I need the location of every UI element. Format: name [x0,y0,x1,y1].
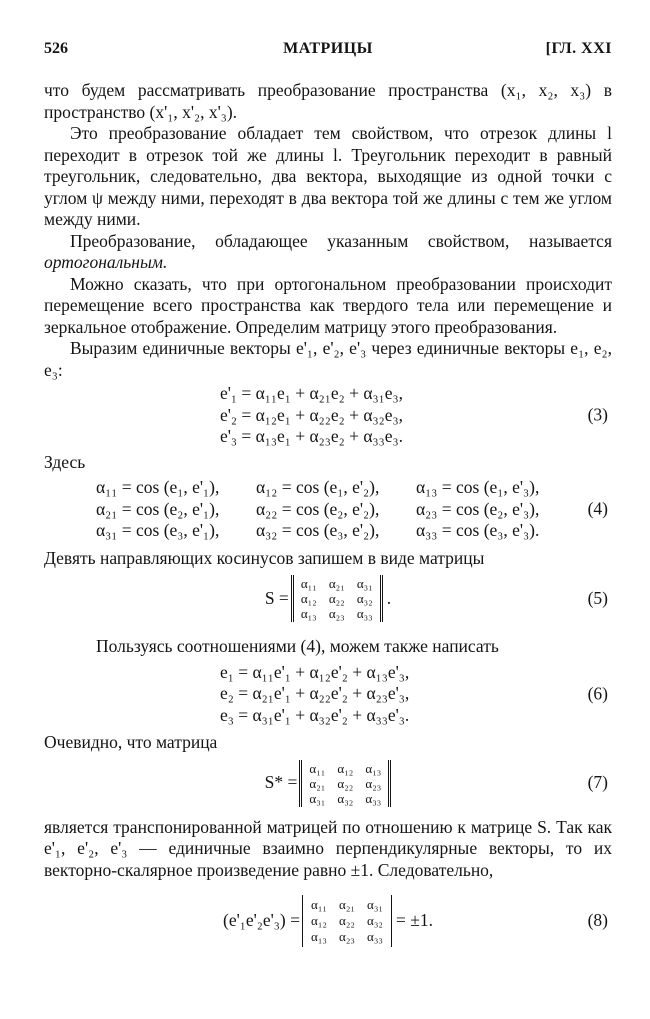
equation-3 [44,383,612,448]
paragraph: Выразим единичные векторы e'₁, e'₂, e'₃ через единичные векторы e₁, e₂, e₃: [44,338,612,380]
matrix-entry: α₁₂ [300,591,317,606]
matrix-entry: α₃₂ [356,591,373,606]
paragraph: что будем рассматривать преобразование пространства (x₁, x₂, x₃) в пространство (x'₁, x'₂, x'₃). [44,80,612,122]
chapter-label: [ГЛ. XXI [545,40,612,57]
cosine-term: α₃₂ = cos (e₃, e'₂), [256,520,380,540]
paragraph [44,231,612,274]
matrix-s [291,575,383,622]
paragraph: Это преобразование обладает тем свойством, что отрезок длины l переходит в отрезок той же длины l. Треугольник переходит в равный треугольник, следовательно, два вектора, выходящие из одной точки с углом ψ между ними, переходят в два вектора той же длины с тем же углом между ними. [44,123,612,229]
matrix-entry: α₂₁ [339,897,355,912]
matrix-entry: α₂₂ [337,775,354,791]
matrix-entry: α₁₃ [300,606,317,621]
cosine-term: α₂₁ = cos (e₂, e'₁), [96,498,220,519]
matrix-entry: α₁₃ [365,760,382,776]
matrix-entry: α₁₁ [300,576,317,591]
cosine-term: α₁₁ = cos (e₁, e'₁), [96,477,220,497]
equation-number: (6) [587,683,608,703]
running-header [44,40,612,60]
paragraph-text: Преобразование, обладающее указанным свойством, называется [70,230,612,251]
matrix-s-transposed [299,760,391,807]
equation-lhs: S = [264,587,289,608]
body-text [44,80,612,947]
equation-number: (5) [587,587,608,608]
equation-line: e₂ = α₂₁e'₁ + α₂₂e'₂ + α₂₃e'₃, [220,683,410,703]
cosine-term: α₁₂ = cos (e₁, e'₂), [256,477,380,497]
equation-line: e₁ = α₁₁e'₁ + α₁₂e'₂ + α₁₃e'₃, [220,661,410,682]
equation-line: e'₁ = α₁₁e₁ + α₂₁e₂ + α₃₁e₃, [220,383,403,403]
cosine-term: α₃₃ = cos (e₃, e'₃). [416,520,540,540]
page-title: МАТРИЦЫ [283,40,373,57]
page-number: 526 [44,40,68,57]
matrix-entry: α₂₂ [339,913,355,928]
equation-5 [44,575,612,622]
matrix-entry: α₂₃ [365,775,382,791]
paragraph: Девять направляющих косинусов запишем в виде матрицы [44,547,485,568]
matrix-entry: α₁₃ [311,929,327,944]
matrix-entry: α₃₃ [367,929,383,944]
determinant [302,895,392,947]
matrix-entry: α₂₂ [328,591,345,606]
cosine-term: α₁₃ = cos (e₁, e'₃), [416,477,540,497]
cosine-term: α₃₁ = cos (e₃, e'₁), [96,520,220,540]
matrix-entry: α₂₃ [328,606,345,621]
equation-lhs: S* = [264,772,298,793]
paragraph: является транспонированной матрицей по отношению к матрице S. Так как e'₁, e'₂, e'₃ — единичные взаимно перпендикулярные векторы, то их векторно-скалярное произведение равно ±1. Следовательно, [44,816,612,880]
equation-number: (4) [587,498,608,519]
equation-rhs: . [386,587,392,608]
equation-lhs: (e'₁e'₂e'₃) = [223,910,300,931]
matrix-entry: α₃₁ [367,897,383,912]
cosine-term: α₂₃ = cos (e₂, e'₃), [416,498,540,519]
equation-line: e₃ = α₃₁e'₁ + α₃₂e'₂ + α₃₃e'₃. [220,704,410,725]
equation-6 [44,662,612,727]
matrix-entry: α₃₂ [337,790,354,806]
matrix-entry: α₁₂ [311,913,327,928]
matrix-entry: α₂₁ [309,775,326,791]
equation-4 [44,477,612,542]
cosine-term: α₂₂ = cos (e₂, e'₂), [256,498,380,519]
matrix-entry: α₁₁ [311,897,327,912]
term-orthogonal: ортогональным. [44,252,168,272]
equation-line: e'₃ = α₁₃e₁ + α₂₃e₂ + α₃₃e₃. [220,426,403,446]
matrix-entry: α₂₃ [339,929,355,944]
equation-8 [44,895,612,947]
paragraph: Пользуясь соотношениями (4), можем также написать [96,636,499,656]
paragraph: Можно сказать, что при ортогональном преобразовании происходит перемещение всего пространства как твердого тела или перемещение и зеркальное отображение. Определим матрицу этого преобразования. [44,273,612,337]
paragraph: Здесь [44,451,86,472]
matrix-entry: α₃₁ [356,576,373,591]
equation-number: (3) [587,404,608,425]
matrix-entry: α₁₁ [309,760,326,776]
matrix-entry: α₂₁ [328,576,345,591]
matrix-entry: α₃₁ [309,790,326,806]
matrix-entry: α₃₃ [356,606,373,621]
equation-number: (7) [587,772,608,793]
equation-number: (8) [587,910,608,931]
paragraph: Очевидно, что матрица [44,732,218,752]
equation-line: e'₂ = α₁₂e₁ + α₂₂e₂ + α₃₂e₃, [220,404,403,425]
matrix-entry: α₁₂ [337,760,354,776]
matrix-entry: α₃₃ [365,790,382,806]
equation-7 [44,760,612,807]
equation-rhs: = ±1. [395,910,433,931]
matrix-entry: α₃₂ [367,913,383,928]
